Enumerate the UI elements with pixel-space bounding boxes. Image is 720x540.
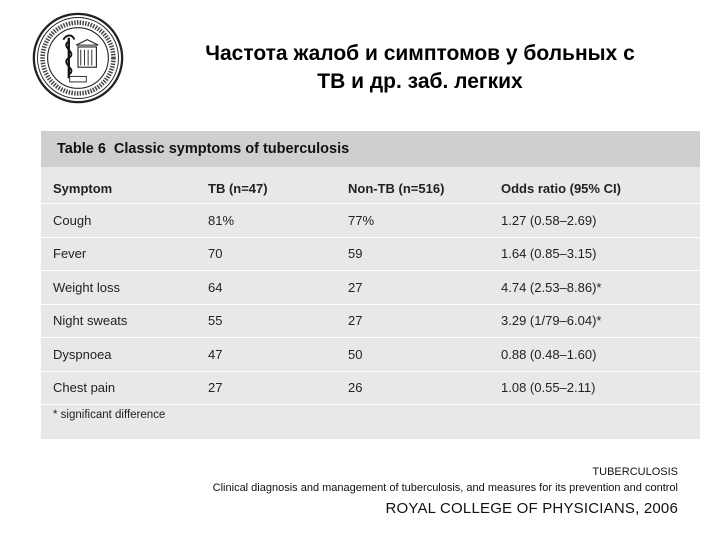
table-header <box>41 131 700 167</box>
table-cell: 1.64 (0.85–3.15) <box>501 237 700 271</box>
table-cell: 64 <box>208 271 348 305</box>
table-cell: 26 <box>348 371 501 405</box>
table-cell: 59 <box>348 237 501 271</box>
table-cell: 1.27 (0.58–2.69) <box>501 204 700 238</box>
table-header-row <box>41 173 700 204</box>
source-citation <box>213 464 678 520</box>
table-cell: 27 <box>348 304 501 338</box>
symptoms-table <box>41 173 700 405</box>
table-cell: 55 <box>208 304 348 338</box>
slide-title-line-1: Частота жалоб и симптомов у больных с <box>205 42 635 65</box>
table-panel <box>41 131 700 439</box>
column-header-symptom: Symptom <box>41 173 208 204</box>
table-cell: Night sweats <box>41 304 208 338</box>
table-cell: Weight loss <box>41 271 208 305</box>
table-cell: 3.29 (1/79–6.04)* <box>501 304 700 338</box>
table-cell: 1.08 (0.55–2.11) <box>501 371 700 405</box>
table-row <box>41 237 700 271</box>
slide-title <box>150 40 690 96</box>
source-title: TUBERCULOSIS <box>592 466 678 478</box>
source-subtitle: Clinical diagnosis and management of tuberculosis, and measures for its prevention and control <box>212 482 678 494</box>
table-number: Table 6 <box>57 141 106 157</box>
table-cell: 27 <box>348 271 501 305</box>
table-cell: 27 <box>208 371 348 405</box>
table-row <box>41 304 700 338</box>
table-cell: 0.88 (0.48–1.60) <box>501 338 700 372</box>
slide-title-line-2: ТВ и др. заб. легких <box>317 70 523 93</box>
column-header-tb: TB (n=47) <box>208 173 348 204</box>
table-row <box>41 271 700 305</box>
table-cell: 4.74 (2.53–8.86)* <box>501 271 700 305</box>
table-cell: 81% <box>208 204 348 238</box>
table-cell: Fever <box>41 237 208 271</box>
table-row <box>41 371 700 405</box>
table-cell: Cough <box>41 204 208 238</box>
table-footnote: * significant difference <box>53 409 166 421</box>
table-row <box>41 338 700 372</box>
university-seal-icon <box>32 12 124 104</box>
table-cell: Chest pain <box>41 371 208 405</box>
table-cell: Dyspnoea <box>41 338 208 372</box>
column-header-odds-ratio: Odds ratio (95% CI) <box>501 173 700 204</box>
table-cell: 50 <box>348 338 501 372</box>
table-cell: 47 <box>208 338 348 372</box>
table-cell: 77% <box>348 204 501 238</box>
table-cell: 70 <box>208 237 348 271</box>
table-caption: Classic symptoms of tuberculosis <box>113 141 350 157</box>
table-row <box>41 204 700 238</box>
source-publisher: ROYAL COLLEGE OF PHYSICIANS, 2006 <box>385 500 678 517</box>
column-header-non-tb: Non-TB (n=516) <box>348 173 501 204</box>
